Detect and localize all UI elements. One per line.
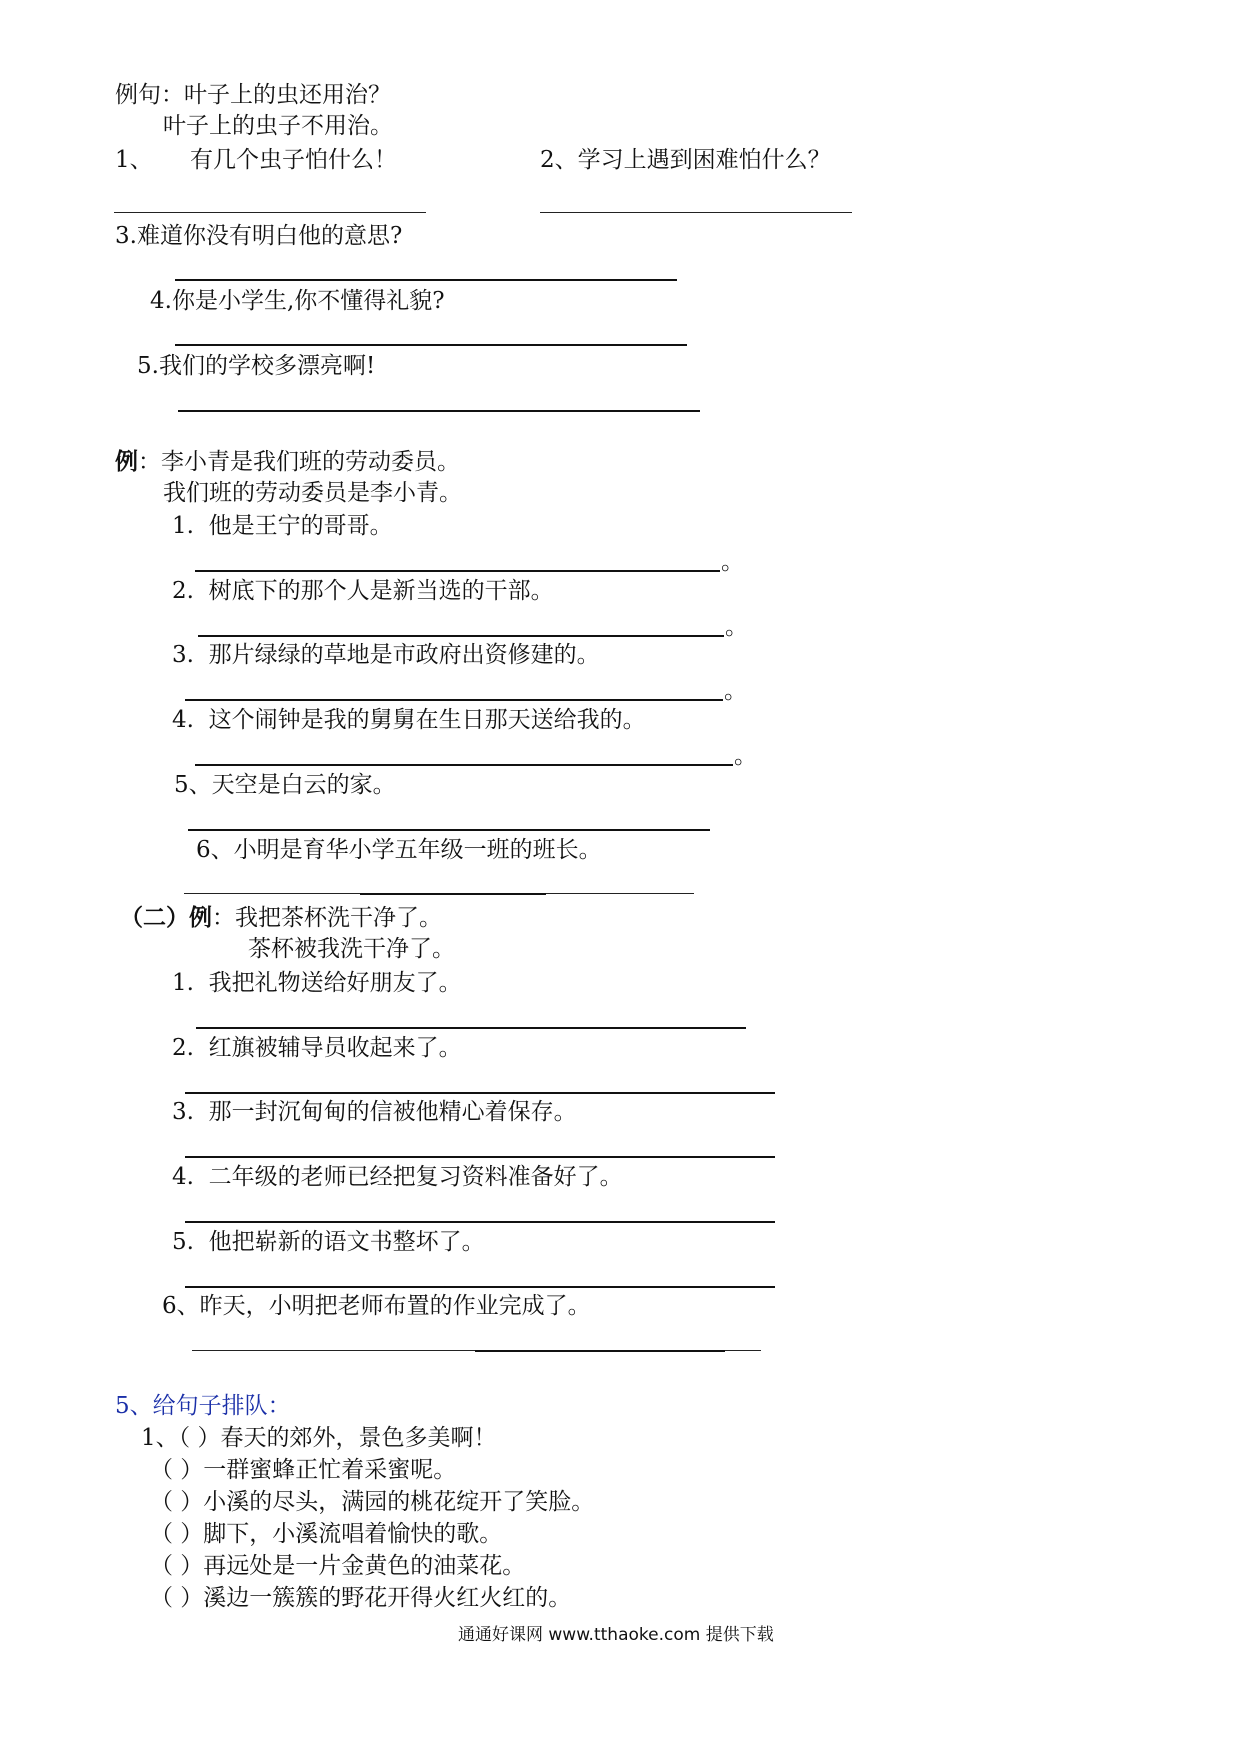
question-4: 4.你是小学生,你不懂得礼貌?: [150, 288, 445, 314]
s2-item-2: 2. 树底下的那个人是新当选的干部。: [172, 578, 554, 604]
s3-item-4: 4. 二年级的老师已经把复习资料准备好了。: [172, 1164, 623, 1190]
example-2-question: 李小青是我们班的劳动委员。: [161, 449, 460, 475]
s2-item-5: 5、天空是白云的家。: [174, 772, 396, 798]
s2-item-4: 4. 这个闹钟是我的舅舅在生日那天送给我的。: [172, 707, 646, 733]
answer-line-4[interactable]: [175, 344, 687, 346]
s3-answer-line-6c[interactable]: [725, 1350, 761, 1351]
s3-answer-line-4[interactable]: [185, 1221, 775, 1223]
s2-answer-line-3[interactable]: [185, 699, 723, 701]
order-row-6[interactable]: （ ）溪边一簇簇的野花开得火红火红的。: [150, 1585, 572, 1611]
s3-answer-line-5[interactable]: [185, 1286, 775, 1288]
order-row-5[interactable]: （ ）再远处是一片金黄色的油菜花。: [150, 1553, 526, 1579]
example-3-question: 我把茶杯洗干净了。: [235, 905, 442, 931]
question-3: 3.难道你没有明白他的意思?: [115, 223, 403, 249]
answer-line-2[interactable]: [540, 212, 852, 213]
s3-answer-line-6a[interactable]: [192, 1350, 475, 1351]
example-answer: 叶子上的虫子不用治。: [163, 113, 393, 139]
s3-answer-line-6b[interactable]: [475, 1350, 725, 1352]
s2-answer-line-6a[interactable]: [184, 893, 360, 894]
example-2-label: 例：李小青是我们班的劳动委员。: [115, 448, 460, 475]
footer-credit: 通通好课网 www.tthaoke.com 提供下载: [458, 1625, 774, 1645]
s3-item-1: 1. 我把礼物送给好朋友了。: [172, 970, 462, 996]
s3-item-5: 5. 他把崭新的语文书整坏了。: [172, 1229, 485, 1255]
s2-answer-line-6c[interactable]: [546, 893, 694, 894]
s2-end-mark-2: 。: [725, 614, 748, 640]
s2-end-mark-1: 。: [721, 549, 744, 575]
s2-answer-line-2[interactable]: [198, 635, 724, 637]
s3-item-6: 6、昨天，小明把老师布置的作业完成了。: [162, 1293, 591, 1319]
question-1-number: 1、: [115, 147, 153, 173]
s2-answer-line-5[interactable]: [188, 829, 710, 831]
s3-answer-line-3[interactable]: [185, 1156, 775, 1158]
example-3-label: （二）例：我把茶杯洗干净了。: [120, 904, 442, 931]
s3-item-2: 2. 红旗被辅导员收起来了。: [172, 1035, 462, 1061]
answer-line-1[interactable]: [114, 212, 426, 213]
s2-item-3: 3. 那片绿绿的草地是市政府出资修建的。: [172, 642, 600, 668]
s3-answer-line-2[interactable]: [185, 1092, 775, 1094]
order-bracket-1[interactable]: （ ）春天的郊外，景色多美啊！: [178, 1425, 497, 1451]
s2-item-1: 1. 他是王宁的哥哥。: [172, 513, 393, 539]
question-1: 有几个虫子怕什么！: [190, 147, 397, 173]
example-2-answer: 我们班的劳动委员是李小青。: [163, 480, 462, 506]
example-question: 叶子上的虫还用治？: [184, 82, 391, 108]
s2-answer-line-1[interactable]: [195, 570, 720, 572]
example-3-answer: 茶杯被我洗干净了。: [248, 936, 455, 962]
s2-item-6: 6、小明是育华小学五年级一班的班长。: [196, 837, 602, 863]
order-row-4[interactable]: （ ）脚下，小溪流唱着愉快的歌。: [150, 1521, 503, 1547]
s2-answer-line-6b[interactable]: [360, 893, 546, 895]
s3-item-3: 3. 那一封沉甸甸的信被他精心着保存。: [172, 1099, 577, 1125]
answer-line-5[interactable]: [178, 410, 700, 412]
question-2: 2、学习上遇到困难怕什么？: [540, 147, 831, 173]
order-row-1: 1、（ ）春天的郊外，景色多美啊！: [141, 1425, 497, 1451]
section-5-title: 5、给句子排队：: [115, 1393, 291, 1419]
question-5: 5.我们的学校多漂亮啊!: [137, 353, 376, 379]
s2-answer-line-4[interactable]: [195, 764, 733, 766]
example-label: 例句：叶子上的虫还用治？: [115, 82, 391, 108]
order-row-2[interactable]: （ ）一群蜜蜂正忙着采蜜呢。: [150, 1457, 457, 1483]
answer-line-3[interactable]: [175, 279, 677, 281]
s2-end-mark-4: 。: [734, 743, 757, 769]
s3-answer-line-1[interactable]: [196, 1027, 746, 1029]
s2-end-mark-3: 。: [724, 678, 747, 704]
order-row-3[interactable]: （ ）小溪的尽头，满园的桃花绽开了笑脸。: [150, 1489, 595, 1515]
